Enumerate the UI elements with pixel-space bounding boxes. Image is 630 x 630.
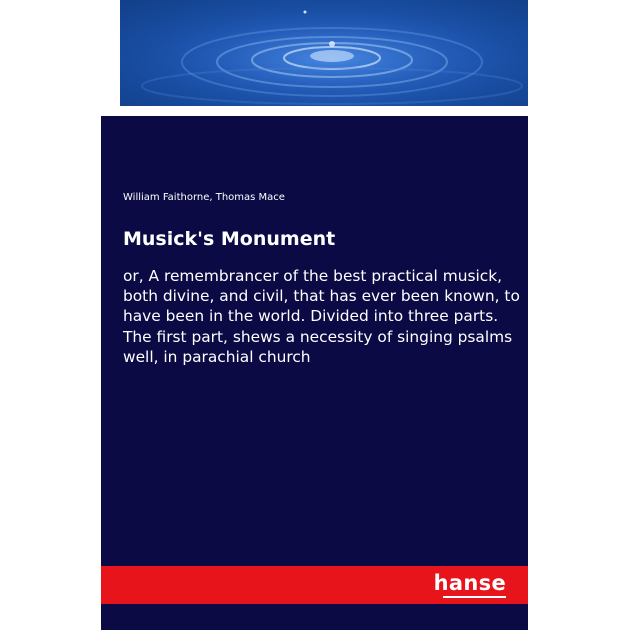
book-title: Musick's Monument [123,228,336,250]
water-ripples-graphic [120,0,528,106]
water-splash-image [120,0,528,106]
book-authors: William Faithorne, Thomas Mace [123,192,285,203]
book-subtitle: or, A remembrancer of the best practical musick, both divine, and civil, that has ever been known, to have been in the world. Divided into three parts. The first part, shews a necessity of singing psalms well, in parachial church [123,267,520,366]
publisher-band [101,566,528,604]
cover-body [101,116,528,566]
bottom-strip [101,604,528,630]
publisher-logo: hanse [433,571,506,595]
publisher-logo-underline [443,596,506,598]
